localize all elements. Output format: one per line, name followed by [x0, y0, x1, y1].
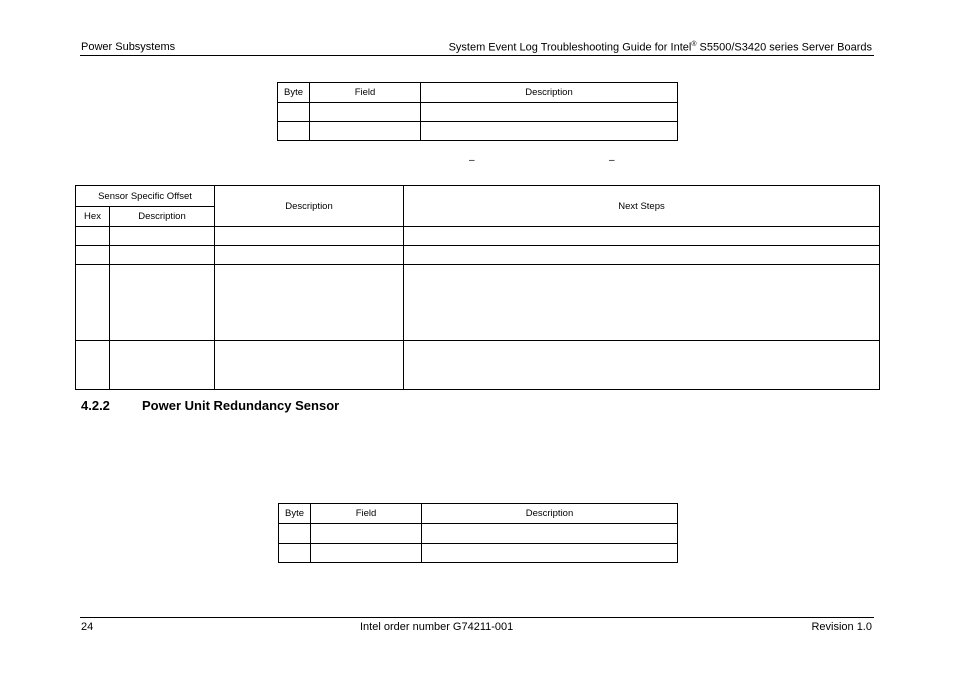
- table3-header-byte: Byte: [279, 504, 311, 524]
- table-row: [279, 544, 678, 563]
- table-cell: [215, 246, 404, 265]
- table-cell: [278, 103, 310, 122]
- table2-header-sensor-specific-offset: Sensor Specific Offset: [76, 186, 215, 207]
- table-cell: [422, 544, 678, 563]
- table-cell: [110, 265, 215, 341]
- table2-header-hex: Hex: [76, 207, 110, 227]
- table2-header-next-steps: Next Steps: [404, 186, 880, 227]
- table-cell: [421, 103, 678, 122]
- table-3: [278, 503, 678, 563]
- table3-header-description: Description: [422, 504, 678, 524]
- table1-header-byte: Byte: [278, 83, 310, 103]
- table-cell: [278, 122, 310, 141]
- table2-header-description: Description: [215, 186, 404, 227]
- table-1: [277, 82, 678, 141]
- table3-header-field: Field: [311, 504, 422, 524]
- table-cell: [215, 341, 404, 390]
- table-cell: [110, 341, 215, 390]
- table-cell: [215, 227, 404, 246]
- footer-order-number: Intel order number G74211-001: [360, 621, 514, 633]
- table2-header-offset-description: Description: [110, 207, 215, 227]
- section-title: Power Unit Redundancy Sensor: [142, 398, 340, 413]
- table-row: [76, 265, 880, 341]
- header-right-pre: System Event Log Troubleshooting Guide for Intel: [448, 41, 692, 54]
- table-cell: [421, 122, 678, 141]
- table1-header-description: Description: [421, 83, 678, 103]
- table-2: [75, 185, 880, 390]
- table-cell: [76, 227, 110, 246]
- table-cell: [404, 246, 880, 265]
- table-cell: [76, 341, 110, 390]
- table-cell: [76, 265, 110, 341]
- page-number: 24: [81, 621, 94, 633]
- table-cell: [279, 544, 311, 563]
- table-row: [76, 246, 880, 265]
- table-cell: [310, 122, 421, 141]
- table-cell: [76, 246, 110, 265]
- table-cell: [404, 341, 880, 390]
- table-cell: [110, 227, 215, 246]
- footer-rule: [80, 617, 874, 618]
- table-cell: [215, 265, 404, 341]
- table-cell: [310, 103, 421, 122]
- header-right-post: S5500/S3420 series Server Boards: [696, 41, 872, 54]
- table-cell: [110, 246, 215, 265]
- registered-mark: ®: [691, 41, 697, 48]
- section-number: 4.2.2: [81, 398, 110, 413]
- table-row: [76, 227, 880, 246]
- caption-dash-1: –: [469, 155, 475, 166]
- header-left: Power Subsystems: [81, 41, 176, 53]
- table-row: [278, 122, 678, 141]
- caption-dash-2: –: [609, 155, 615, 166]
- footer-revision: Revision 1.0: [811, 621, 872, 633]
- table-cell: [311, 524, 422, 544]
- table-cell: [404, 265, 880, 341]
- table-row: [279, 524, 678, 544]
- table-cell: [422, 524, 678, 544]
- table-cell: [279, 524, 311, 544]
- table-row: [76, 341, 880, 390]
- header-rule: [80, 55, 874, 56]
- table-cell: [311, 544, 422, 563]
- table-cell: [404, 227, 880, 246]
- table-row: [278, 103, 678, 122]
- table1-header-field: Field: [310, 83, 421, 103]
- header-right: [449, 41, 872, 54]
